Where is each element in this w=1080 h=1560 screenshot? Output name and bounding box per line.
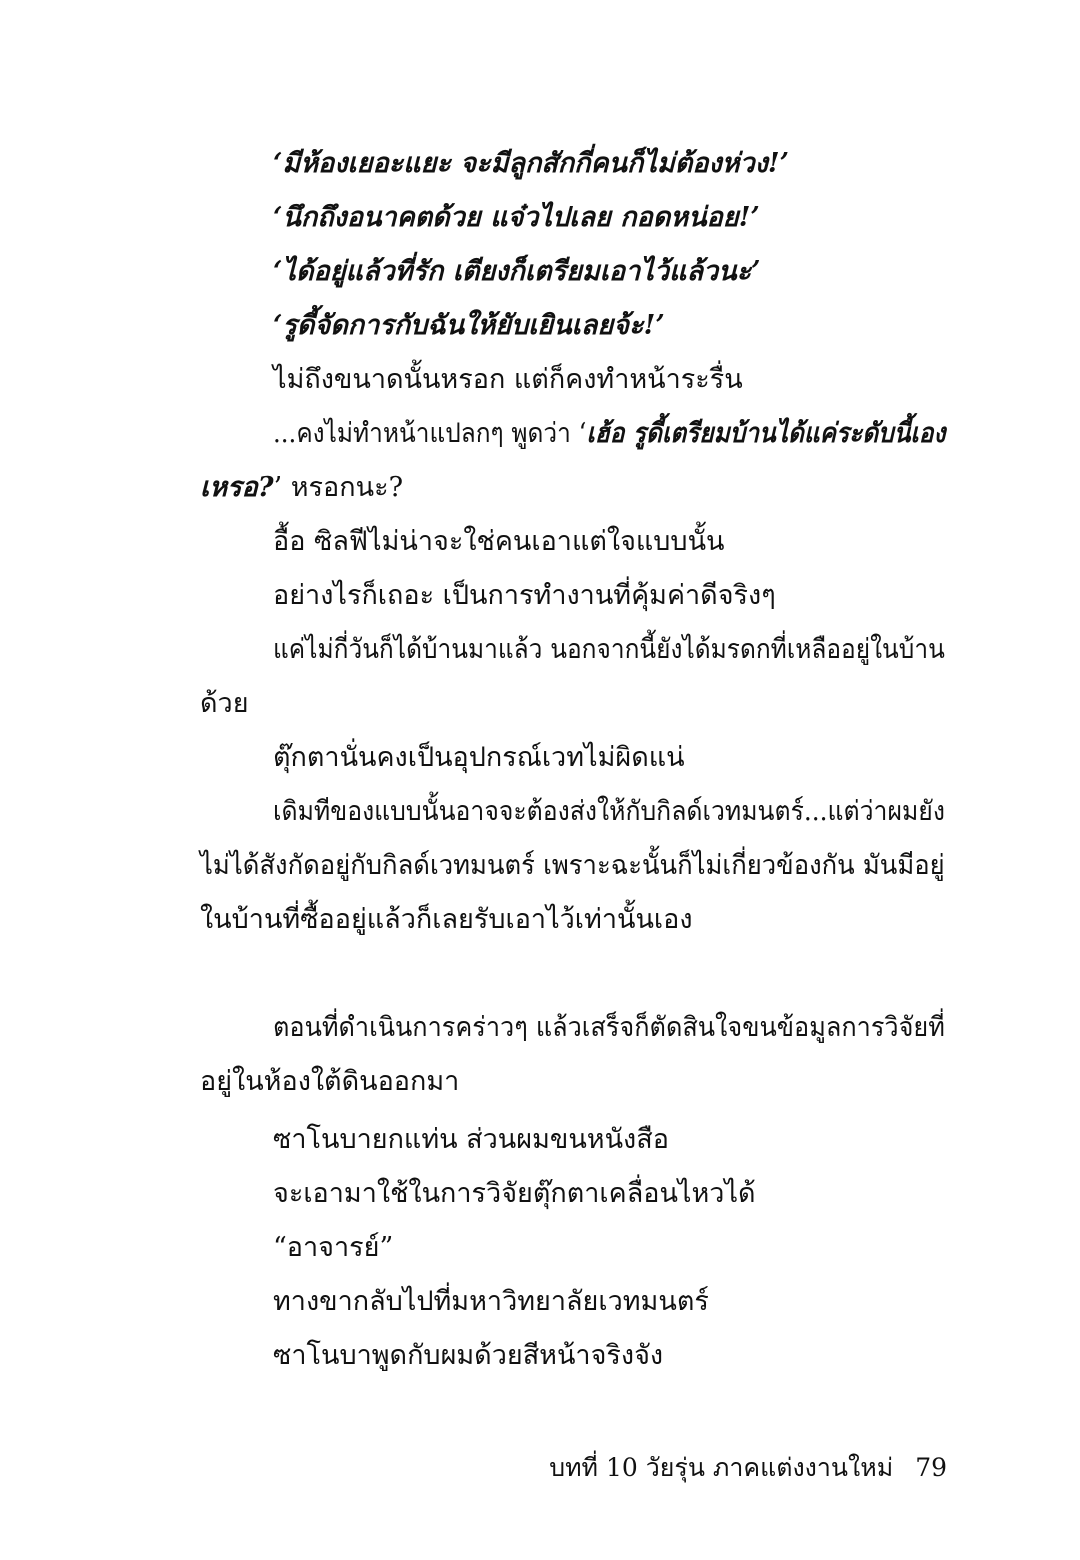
line-2-part-1: ‘นึกถึงอนาคตด้วย แจ๋วไปเลย กอดหน่อย!’ xyxy=(273,202,760,233)
line-8-part-1: อื้อ ซิลฟีไม่น่าจะใช่คนเอาแต่ใจแบบนั้น xyxy=(273,526,725,557)
text-line-16 xyxy=(273,1008,945,1048)
line-4-part-1: ‘รูดี้จัดการกับฉันให้ยับเยินเลยจ้ะ!’ xyxy=(273,310,665,341)
text-line-7 xyxy=(200,468,403,508)
text-line-22 xyxy=(273,1336,663,1376)
line-21-part-1: ทางขากลับไปที่มหาวิทยาลัยเวทมนตร์ xyxy=(273,1286,709,1317)
line-6-part-1: ...คงไม่ทำหน้าแปลกๆ พูดว่า ‘ xyxy=(273,418,587,449)
text-line-15 xyxy=(200,900,693,940)
line-13-part-1: เดิมทีของแบบนั้นอาจจะต้องส่งให้กับกิลด์เวทมนตร์...แต่ว่าผมยัง xyxy=(273,796,945,827)
text-line-19 xyxy=(273,1174,756,1214)
line-5-part-1: ไม่ถึงขนาดนั้นหรอก แต่ก็คงทำหน้าระรื่น xyxy=(273,364,743,395)
page-footer xyxy=(549,1450,947,1486)
text-line-10 xyxy=(273,630,945,670)
text-line-12 xyxy=(273,738,685,778)
line-19-part-1: จะเอามาใช้ในการวิจัยตุ๊กตาเคลื่อนไหวได้ xyxy=(273,1178,756,1209)
text-line-17 xyxy=(200,1062,459,1102)
line-1-part-1: ‘มีห้องเยอะแยะ จะมีลูกสักกี่คนก็ไม่ต้องห่วง!’ xyxy=(273,148,790,179)
chapter-title: บทที่ 10 วัยรุ่น ภาคแต่งงานใหม่ xyxy=(549,1453,894,1482)
text-line-11 xyxy=(200,684,249,724)
line-14-part-1: ไม่ได้สังกัดอยู่กับกิลด์เวทมนตร์ เพราะฉะนั้นก็ไม่เกี่ยวข้องกัน มันมีอยู่ xyxy=(200,850,945,881)
text-line-5 xyxy=(273,360,743,400)
line-3-part-1: ‘ได้อยู่แล้วที่รัก เตียงก็เตรียมเอาไว้แล้วนะ’ xyxy=(273,256,761,287)
text-line-21 xyxy=(273,1282,709,1322)
line-9-part-1: อย่างไรก็เถอะ เป็นการทำงานที่คุ้มค่าดีจริงๆ xyxy=(273,580,776,611)
line-17-part-1: อยู่ในห้องใต้ดินออกมา xyxy=(200,1066,460,1097)
page-number: 79 xyxy=(915,1453,947,1482)
text-line-20 xyxy=(273,1228,393,1268)
text-line-2 xyxy=(273,198,760,238)
text-line-1 xyxy=(273,144,789,184)
line-6-part-2: เฮ้อ รูดี้เตรียมบ้านได้แค่ระดับนี้เอง xyxy=(586,418,946,449)
line-7-part-2: ’ หรอกนะ? xyxy=(273,472,404,503)
text-line-3 xyxy=(273,252,761,292)
line-16-part-1: ตอนที่ดำเนินการคร่าวๆ แล้วเสร็จก็ตัดสินใจขนข้อมูลการวิจัยที่ xyxy=(273,1012,945,1043)
line-12-part-1: ตุ๊กตานั่นคงเป็นอุปกรณ์เวทไม่ผิดแน่ xyxy=(273,742,685,773)
text-line-9 xyxy=(273,576,776,616)
line-11-part-1: ด้วย xyxy=(200,688,249,719)
text-line-6 xyxy=(273,414,945,454)
line-22-part-1: ซาโนบาพูดกับผมด้วยสีหน้าจริงจัง xyxy=(273,1340,664,1371)
text-line-8 xyxy=(273,522,725,562)
text-line-14 xyxy=(200,846,945,886)
line-7-part-1: เหรอ? xyxy=(200,472,274,503)
line-15-part-1: ในบ้านที่ซื้ออยู่แล้วก็เลยรับเอาไว้เท่านั้นเอง xyxy=(200,904,693,935)
line-10-part-1: แค่ไม่กี่วันก็ได้บ้านมาแล้ว นอกจากนี้ยังได้มรดกที่เหลืออยู่ในบ้าน xyxy=(273,634,945,665)
line-18-part-1: ซาโนบายกแท่น ส่วนผมขนหนังสือ xyxy=(273,1124,669,1155)
text-line-18 xyxy=(273,1120,669,1160)
text-line-4 xyxy=(273,306,665,346)
line-20-part-1: “อาจารย์” xyxy=(273,1232,394,1263)
text-line-13 xyxy=(273,792,945,832)
